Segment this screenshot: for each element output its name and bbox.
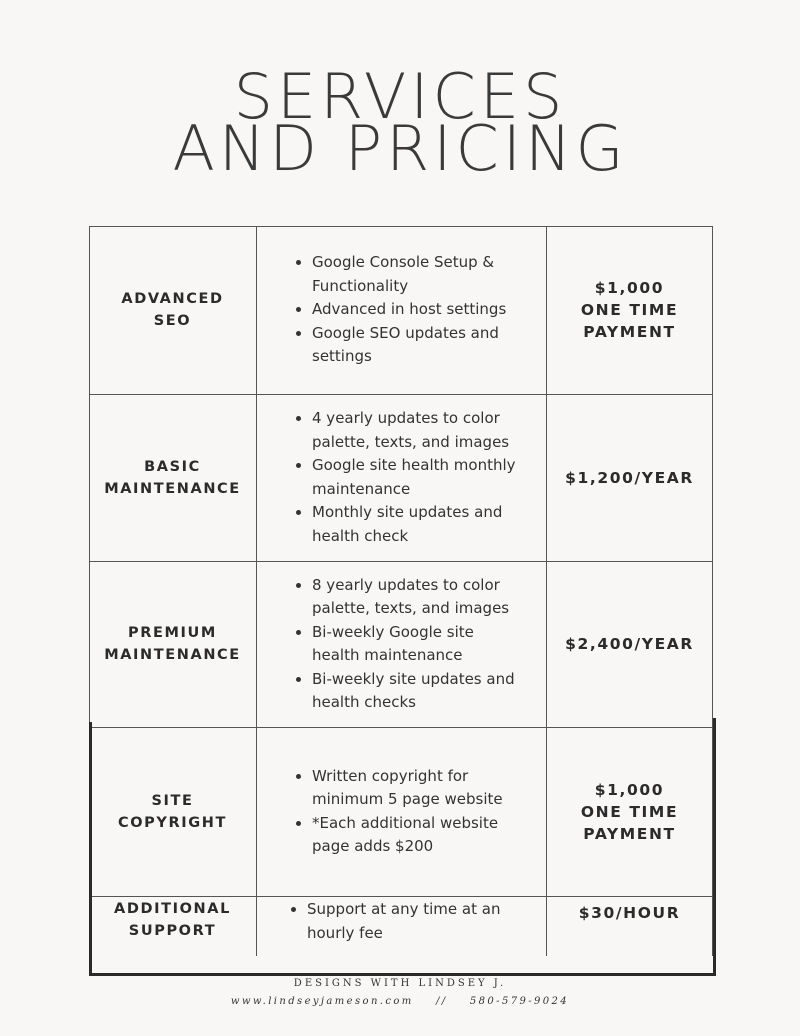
service-name-cell [89, 394, 256, 561]
price-line: $1,000 [594, 780, 665, 799]
service-name-line: COPYRIGHT [118, 814, 227, 831]
feature-item: • Support at any time at an hourly fee [307, 898, 526, 945]
frame-right-bar [713, 718, 716, 976]
service-name-line: ADVANCED [121, 291, 224, 307]
features-cell [256, 561, 546, 727]
service-name-line: MAINTENANCE [104, 647, 241, 663]
service-name-line: SEO [153, 313, 192, 329]
price-cell [546, 561, 713, 727]
service-name-cell [89, 226, 256, 394]
feature-list [290, 765, 526, 859]
price-line: $1,200/YEAR [565, 468, 694, 487]
price-line: PAYMENT [583, 323, 676, 341]
feature-list [290, 251, 526, 369]
price-cell [546, 394, 713, 561]
service-name-line: PREMIUM [128, 625, 217, 641]
service-name-cell [89, 727, 256, 896]
feature-item: • Google Console Setup & Functionality [312, 251, 526, 298]
feature-item: • 8 yearly updates to color palette, texts, and images [312, 574, 526, 621]
price-line: ONE TIME [580, 301, 679, 319]
price-line: ONE TIME [580, 802, 679, 821]
price-cell [546, 226, 713, 394]
footer-phone: 580-579-9024 [469, 996, 570, 1007]
feature-item: • Bi-weekly site updates and health checks [312, 668, 526, 715]
price-line: $2,400/YEAR [565, 635, 694, 653]
feature-item: • Advanced in host settings [312, 298, 526, 322]
feature-list [290, 574, 526, 715]
footer-brand: DESIGNS WITH LINDSEY J. [293, 978, 507, 989]
service-name-line: MAINTENANCE [104, 480, 241, 497]
footer-website: www.lindseyjameson.com [230, 996, 414, 1007]
feature-item: • Monthly site updates and health check [312, 501, 526, 548]
page-title-line-2: AND PRICING [172, 112, 628, 185]
price-line: $30/HOUR [578, 904, 681, 922]
features-cell [256, 727, 546, 896]
service-name-line: SUPPORT [128, 923, 217, 939]
features-cell [256, 226, 546, 394]
feature-item: • *Each additional website page adds $200 [312, 812, 526, 859]
service-name-line: BASIC [144, 458, 201, 475]
feature-item: • Bi-weekly Google site health maintenance [312, 621, 526, 668]
service-name-line: SITE [151, 792, 194, 809]
pricing-table [89, 226, 713, 956]
price-cell [546, 896, 713, 936]
page-title-line-1: SERVICES [233, 60, 567, 133]
feature-item: • Written copyright for minimum 5 page website [312, 765, 526, 812]
feature-item: • 4 yearly updates to color palette, texts, and images [312, 407, 526, 454]
price-line: $1,000 [594, 279, 665, 297]
feature-item: • Google site health monthly maintenance [312, 454, 526, 501]
frame-bottom-bar [89, 973, 716, 976]
service-name-line: ADDITIONAL [114, 901, 231, 917]
features-cell [256, 896, 546, 948]
feature-list [290, 407, 526, 548]
features-cell [256, 394, 546, 561]
footer-contact [0, 996, 800, 1007]
service-name-cell [89, 561, 256, 727]
price-cell [546, 727, 713, 896]
service-name-cell [89, 896, 256, 948]
footer-separator: // [436, 996, 448, 1007]
feature-item: • Google SEO updates and settings [312, 322, 526, 369]
feature-list [285, 898, 526, 945]
price-line: PAYMENT [583, 824, 676, 843]
